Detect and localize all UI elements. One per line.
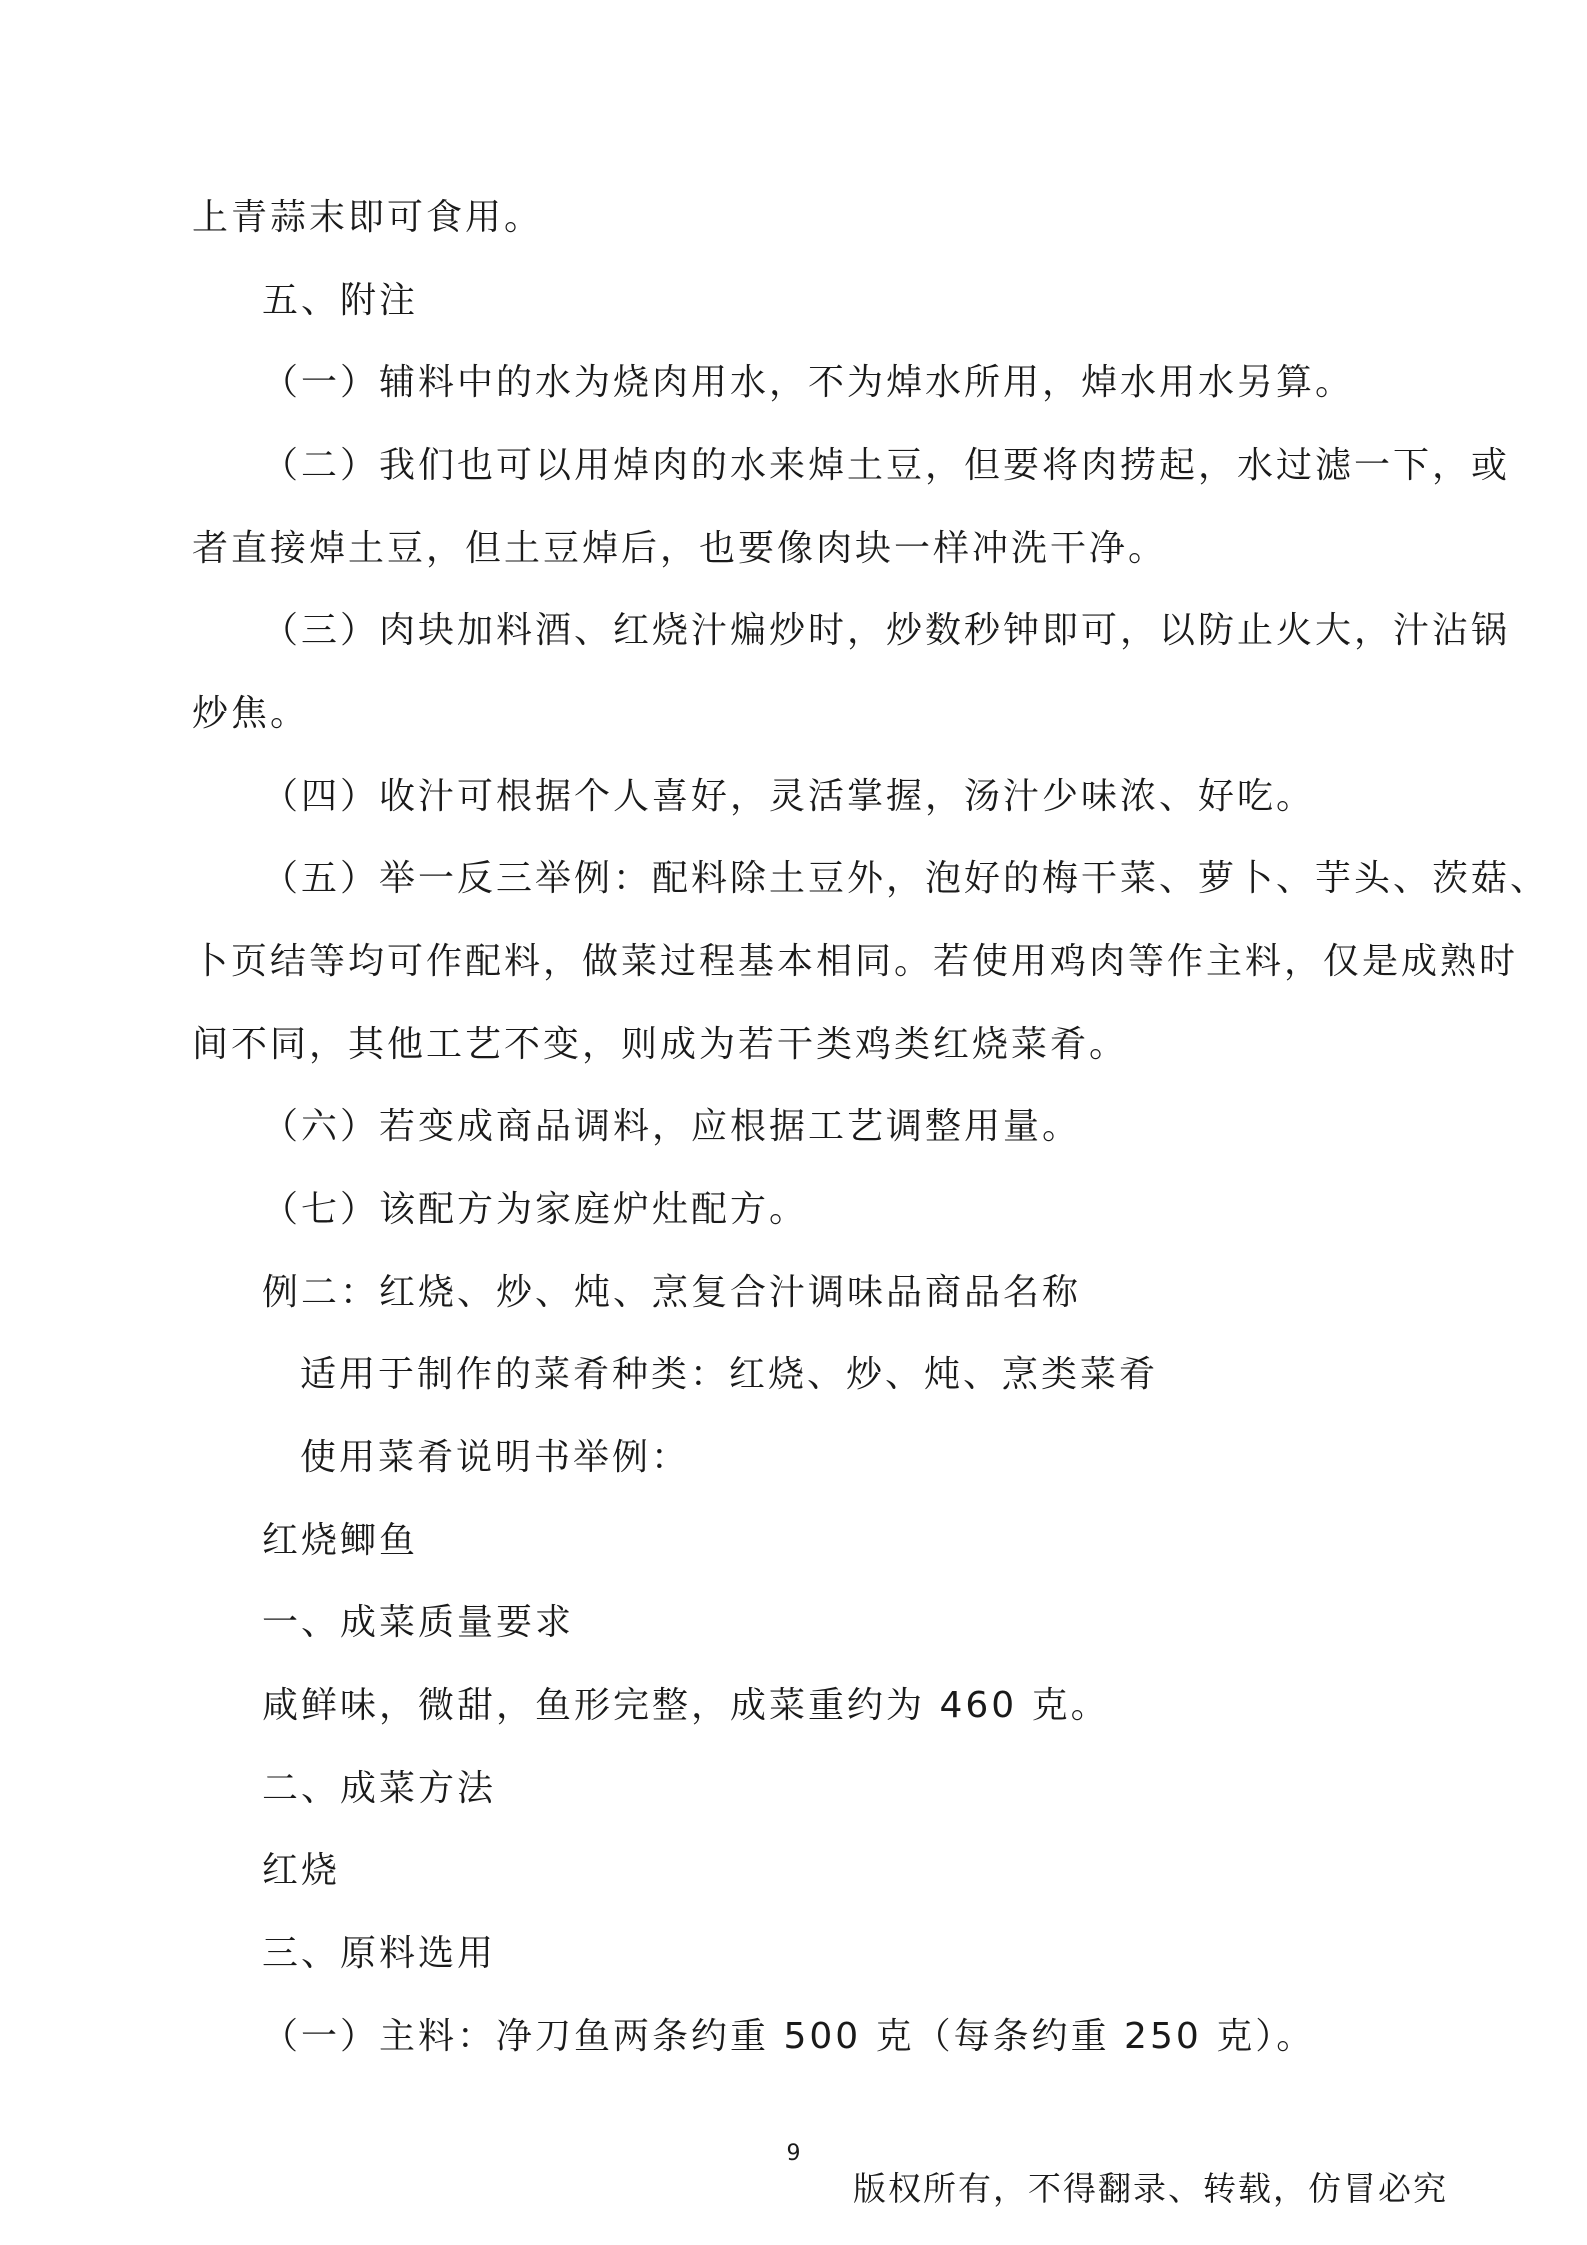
dish-title: 红烧鲫鱼 bbox=[262, 1520, 419, 1561]
paragraph-line: （七）该配方为家庭炉灶配方。 bbox=[262, 1189, 809, 1230]
paragraph-line: （一）辅料中的水为烧肉用水，不为焯水所用，焯水用水另算。 bbox=[262, 362, 1355, 403]
paragraph-line: 上青蒜末即可食用。 bbox=[192, 197, 544, 238]
paragraph-line: 炒焦。 bbox=[192, 693, 310, 734]
paragraph-line: （四）收汁可根据个人喜好，灵活掌握，汤汁少味浓、好吃。 bbox=[262, 776, 1316, 817]
paragraph-line: 卜页结等均可作配料，做菜过程基本相同。若使用鸡肉等作主料，仅是成熟时 bbox=[192, 941, 1519, 982]
section-heading: 五、附注 bbox=[262, 280, 419, 321]
paragraph-line: 红烧 bbox=[262, 1850, 341, 1891]
paragraph-line: （六）若变成商品调料，应根据工艺调整用量。 bbox=[262, 1106, 1082, 1147]
paragraph-line: （二）我们也可以用焯肉的水来焯土豆，但要将肉捞起，水过滤一下，或 bbox=[262, 445, 1511, 486]
section-heading: 三、原料选用 bbox=[262, 1933, 497, 1974]
paragraph-line: 间不同，其他工艺不变，则成为若干类鸡类红烧菜肴。 bbox=[192, 1024, 1129, 1065]
paragraph-line: 者直接焯土豆，但土豆焯后，也要像肉块一样冲洗干净。 bbox=[192, 528, 1168, 569]
paragraph-line: （三）肉块加料酒、红烧汁煸炒时，炒数秒钟即可，以防止火大，汁沾锅 bbox=[262, 610, 1511, 651]
section-heading: 二、成菜方法 bbox=[262, 1768, 497, 1809]
example-heading: 例二：红烧、炒、炖、烹复合汁调味品商品名称 bbox=[262, 1272, 1082, 1313]
section-heading: 一、成菜质量要求 bbox=[262, 1602, 575, 1643]
paragraph-line: （五）举一反三举例：配料除土豆外，泡好的梅干菜、萝卜、芋头、茨菇、 bbox=[262, 858, 1550, 899]
paragraph-line: （一）主料：净刀鱼两条约重 500 克（每条约重 250 克）。 bbox=[262, 2016, 1316, 2057]
paragraph-line: 适用于制作的菜肴种类：红烧、炒、炖、烹类菜肴 bbox=[300, 1354, 1159, 1395]
copyright-footer: 版权所有，不得翻录、转载，仿冒必究 bbox=[853, 2169, 1448, 2208]
paragraph-line: 使用菜肴说明书举例： bbox=[300, 1437, 691, 1478]
paragraph-line: 咸鲜味，微甜，鱼形完整，成菜重约为 460 克。 bbox=[262, 1685, 1110, 1726]
page-number: 9 bbox=[786, 2141, 801, 2166]
